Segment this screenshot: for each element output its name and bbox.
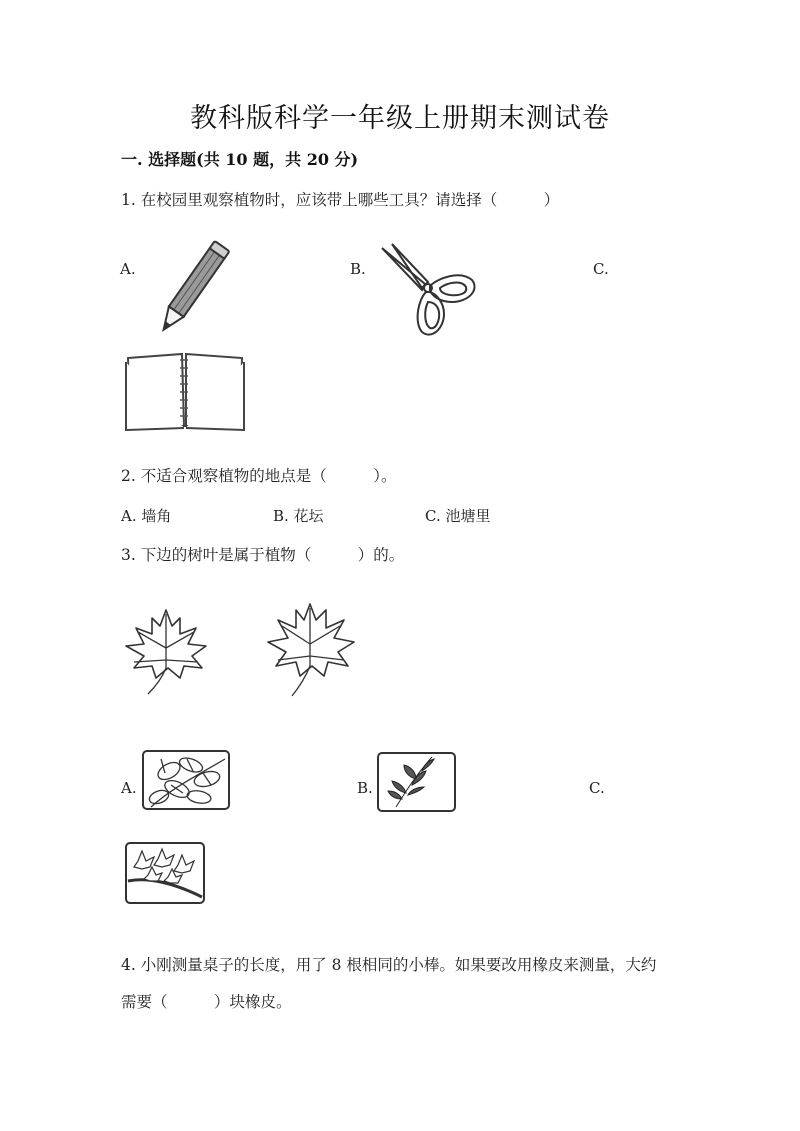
q2-option-a: A. 墙角 <box>121 507 172 525</box>
pencil-icon <box>150 240 230 345</box>
maple-branch-photo <box>124 841 206 905</box>
q3-option-c-label: C. <box>589 779 605 797</box>
q1-option-c-label: C. <box>593 260 609 278</box>
notebook-icon <box>124 350 248 432</box>
question-3-text: 3. 下边的树叶是属于植物（ ）的。 <box>121 546 405 564</box>
question-4-text-line1: 4. 小刚测量桌子的长度，用了 8 根相同的小棒。如果要改用橡皮来测量，大约 <box>121 956 657 974</box>
leafy-plant-photo <box>141 749 231 811</box>
q2-option-c: C. 池塘里 <box>425 507 491 525</box>
q3-option-a-label: A. <box>121 779 137 797</box>
willow-branch-photo <box>376 751 457 813</box>
scissors-icon <box>378 242 480 337</box>
maple-leaf-icon <box>122 608 210 696</box>
question-1-text: 1. 在校园里观察植物时，应该带上哪些工具？请选择（ ） <box>121 191 560 209</box>
question-4-text-line2: 需要（ ）块橡皮。 <box>121 993 292 1011</box>
q1-option-a-label: A. <box>120 260 136 278</box>
q2-option-b: B. 花坛 <box>273 507 324 525</box>
q3-option-b-label: B. <box>357 779 373 797</box>
question-2-text: 2. 不适合观察植物的地点是（ ）。 <box>121 467 397 485</box>
page-title: 教科版科学一年级上册期末测试卷 <box>190 103 610 134</box>
section-heading: 一. 选择题(共 10 题，共 20 分) <box>121 150 359 169</box>
q1-option-b-label: B. <box>350 260 366 278</box>
maple-leaf-icon <box>264 602 356 698</box>
